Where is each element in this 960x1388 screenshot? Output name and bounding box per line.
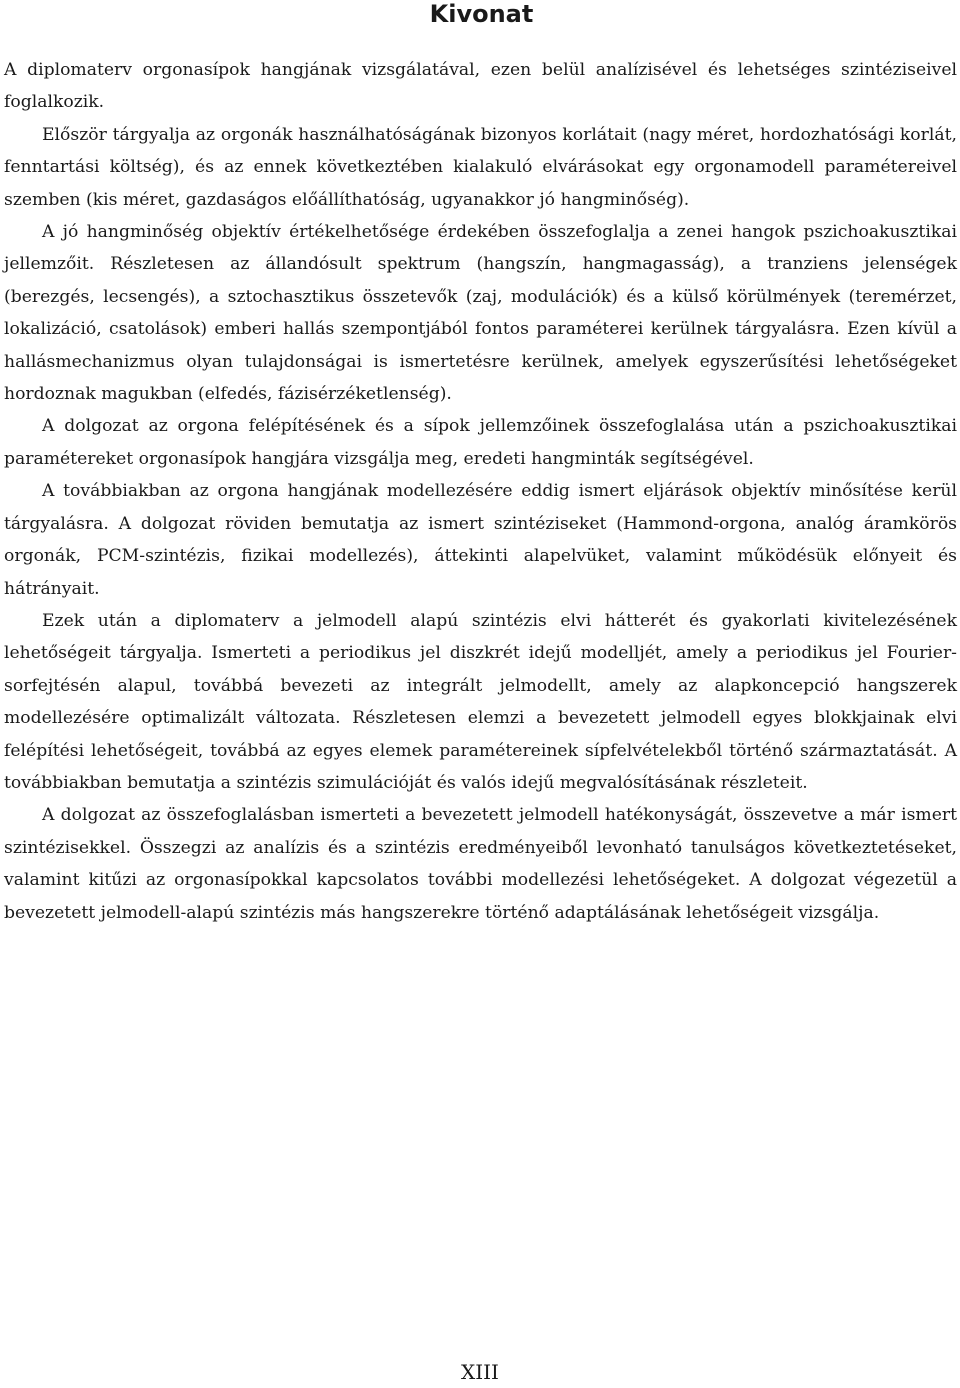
paragraph-7: A dolgozat az összefoglalásban ismerteti a bevezetett jelmodell hatékonyságát, összevetve a már ismert szintézisekkel. Összegzi az analízis és a szintézis eredményeiből levonható tanulságos következtetéseket, valamint kitűzi az orgonasípokkal kapcsolatos további modellezési lehetőségeket. A dolgozat végezetül a bevezetett jelmodell-alapú szintézis más hangszerekre történő adaptálásának lehetőségeit vizsgálja. — [4, 805, 957, 923]
paragraph-1: A diplomaterv orgonasípok hangjának vizsgálatával, ezen belül analízisével és lehetséges szintéziseivel foglalkozik. — [4, 60, 957, 113]
paragraph-4: A dolgozat az orgona felépítésének és a sípok jellemzőinek összefoglalása után a pszichoakusztikai paramétereket orgonasípok hangjára vizsgálja meg, eredeti hangminták segítségével. — [4, 416, 957, 469]
page-number: XIII — [461, 1360, 499, 1384]
paragraph-3: A jó hangminőség objektív értékelhetősége érdekében összefoglalja a zenei hangok pszichoakusztikai jellemzőit. Részletesen az állandósult spektrum (hangszín, hangmagasság), a tranziens jelenségek (berezgés, lecsengés), a sztochasztikus összetevők (zaj, modulációk) és a külső körülmények (teremérzet, lokalizáció, csatolások) emberi hallás szempontjából fontos paraméterei kerülnek tárgyalásra. Ezen kívül a hallásmechanizmus olyan tulajdonságai is ismertetésre kerülnek, amelyek egyszerűsítési lehetőségeket hordoznak magukban (elfedés, fázisérzéketlenség). — [4, 222, 957, 405]
paragraph-2: Először tárgyalja az orgonák használhatóságának bizonyos korlátait (nagy méret, hordozhatósági korlát, fenntartási költség), és az ennek következtében kialakuló elvárásokat egy orgonamodell paramétereivel szemben (kis méret, gazdaságos előállíthatóság, ugyanakkor jó hangminőség). — [4, 124, 957, 210]
page-title: Kivonat — [429, 0, 534, 28]
paragraph-6: Ezek után a diplomaterv a jelmodell alapú szintézis elvi hátterét és gyakorlati kivitelezésének lehetőségeit tárgyalja. Ismerteti a periodikus jel diszkrét idejű modelljét, amely a periodikus jel Fourier-sorfejtésén alapul, továbbá bevezeti az integrált jelmodellt, amely az alapkoncepció hangszerek modellezésére optimalizált változata. Részletesen elemzi a bevezetett jelmodell egyes blokkjainak elvi felépítési lehetőségeit, továbbá az egyes elemek paramétereinek sípfelvételekből történő származtatását. A továbbiakban bemutatja a szintézis szimulációját és valós idejű megvalósításának részleteit. — [4, 610, 957, 793]
paragraph-5: A továbbiakban az orgona hangjának modellezésére eddig ismert eljárások objektív minősítése kerül tárgyalásra. A dolgozat röviden bemutatja az ismert szintéziseket (Hammond-orgona, analóg áramkörös orgonák, PCM-szintézis, fizikai modellezés), áttekinti alapelvüket, valamint működésük előnyeit és hátrányait. — [4, 481, 957, 599]
document-page — [4, 0, 957, 929]
abstract-body — [4, 54, 957, 929]
